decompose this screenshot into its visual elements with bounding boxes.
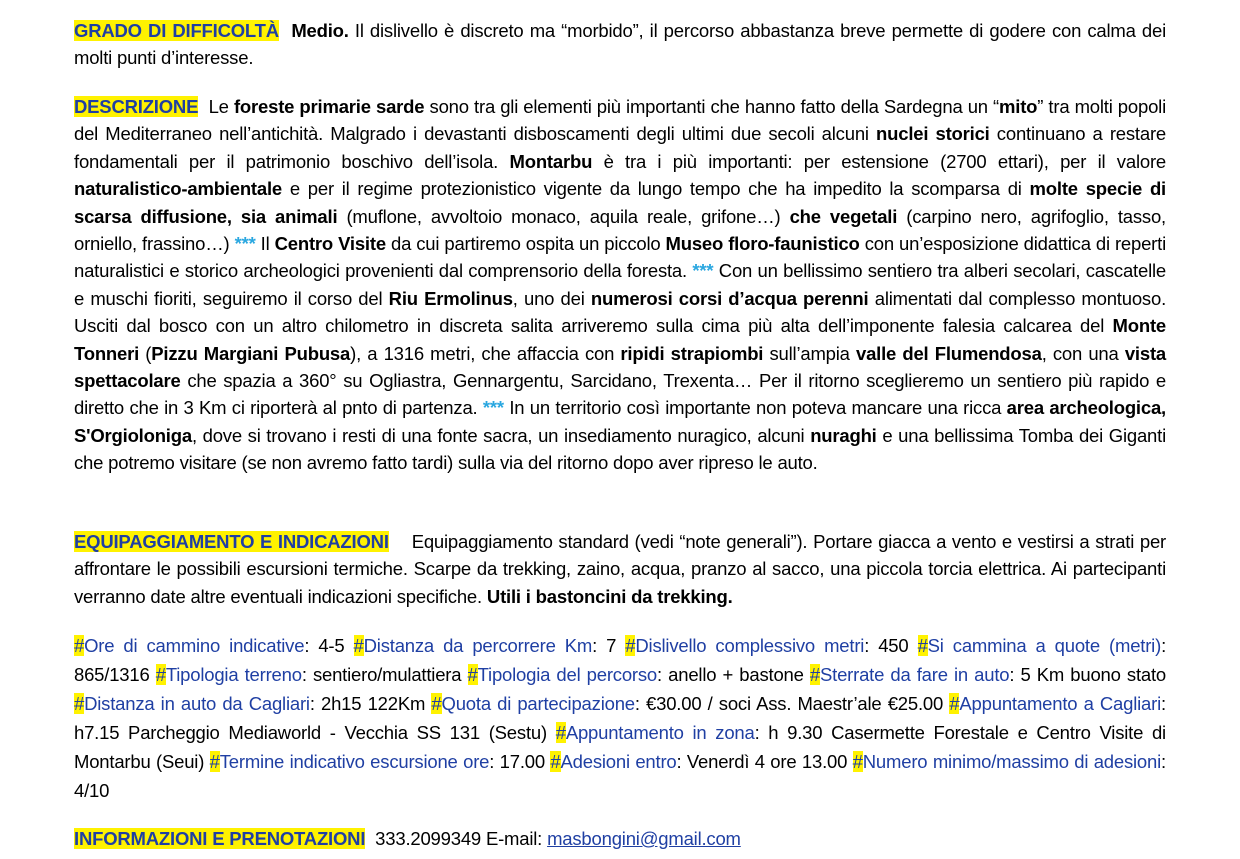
info-email-label: E-mail: bbox=[485, 828, 543, 849]
section-descrizione bbox=[74, 93, 1166, 477]
descrizione-bold-text: Monte Tonneri bbox=[74, 315, 1166, 364]
detail-item: #Tipologia terreno: sentiero/mulattiera bbox=[155, 664, 462, 685]
descrizione-text: (carpino nero, agrifoglio, tasso, orniello, frassino…) bbox=[74, 205, 1166, 255]
descrizione-bold-text: ripidi strapiombi bbox=[620, 342, 764, 364]
descrizione-bold-text: naturalistico-ambientale bbox=[74, 178, 283, 200]
descrizione-bold-text: che vegetali bbox=[789, 205, 898, 227]
detail-label: Quota di partecipazione bbox=[441, 693, 635, 714]
descrizione-text: alimentati dal complesso montuoso. Usciti dal bosco con un altro chilometro in discreta salita arriveremo sulla cima più alta dell’imponente falesia calcarea del bbox=[74, 287, 1167, 337]
separator-stars: *** bbox=[234, 233, 256, 255]
descrizione-text: ( bbox=[139, 342, 152, 364]
descrizione-text: ” tra molti popoli del Mediterraneo nell’antichità. Malgrado i devastanti disboscamenti degli ultimi due secoli alcuni bbox=[74, 96, 1166, 145]
detail-label: Numero minimo/massimo di adesioni bbox=[862, 751, 1162, 772]
descrizione-text: In un territorio così importante non poteva mancare una ricca bbox=[503, 397, 1007, 419]
hash-marker: # bbox=[353, 635, 364, 656]
detail-item: #Appuntamento a Cagliari: h7.15 Parcheggio Mediaworld - Vecchia SS 131 (Sestu) bbox=[74, 693, 1166, 743]
descrizione-text: sono tra gli elementi più importanti che hanno fatto della Sardegna un “ bbox=[424, 96, 1000, 117]
detail-item: #Distanza in auto da Cagliari: 2h15 122Km bbox=[74, 693, 426, 714]
detail-value: 4-5 bbox=[318, 635, 345, 656]
hash-marker: # bbox=[550, 751, 561, 772]
descrizione-bold-text: vista spettacolare bbox=[74, 342, 1166, 392]
detail-label: Appuntamento in zona bbox=[565, 722, 755, 743]
descrizione-bold-text: nuraghi bbox=[810, 424, 877, 446]
hash-marker: # bbox=[555, 722, 566, 743]
hash-marker: # bbox=[467, 664, 478, 685]
detail-label: Termine indicativo escursione ore bbox=[219, 751, 490, 772]
hash-marker: # bbox=[949, 693, 960, 714]
hash-marker: # bbox=[74, 693, 85, 714]
detail-item: #Dislivello complessivo metri: 450 bbox=[625, 635, 909, 656]
hash-marker: # bbox=[74, 635, 85, 656]
hash-marker: # bbox=[625, 635, 636, 656]
descrizione-text: , dove si trovano i resti di una fonte sacra, un insediamento nuragico, alcuni bbox=[191, 424, 811, 446]
descrizione-bold-text: Pizzu Margiani Pubusa bbox=[151, 342, 351, 364]
section-details bbox=[74, 631, 1166, 805]
detail-value: 5 Km buono stato bbox=[1020, 664, 1167, 685]
detail-value: sentiero/mulattiera bbox=[312, 664, 462, 685]
section-grado bbox=[74, 17, 1166, 72]
hash-marker: # bbox=[917, 635, 928, 656]
descrizione-text: (muflone, avvoltoio monaco, aquila reale, grifone…) bbox=[337, 205, 790, 227]
descrizione-bold-text: Museo floro-faunistico bbox=[665, 233, 860, 255]
descrizione-bold-text: valle del Flumendosa bbox=[855, 342, 1042, 364]
descrizione-text: Il bbox=[255, 233, 275, 255]
detail-value: 450 bbox=[878, 635, 909, 656]
detail-label: Tipologia del percorso bbox=[477, 664, 658, 685]
section-info bbox=[74, 825, 1166, 852]
separator-stars: *** bbox=[692, 260, 714, 282]
detail-item: #Ore di cammino indicative: 4-5 bbox=[74, 635, 345, 656]
detail-item: #Appuntamento in zona: h 9.30 Casermette Forestale e Centro Visite di Montarbu (Seui) bbox=[74, 722, 1166, 772]
equipaggiamento-bold: Utili i bastoncini da trekking. bbox=[486, 585, 733, 607]
detail-label: Adesioni entro bbox=[560, 751, 677, 772]
descrizione-text: da cui partiremo ospita un piccolo bbox=[385, 233, 666, 255]
detail-label: Distanza da percorrere Km bbox=[363, 635, 593, 656]
detail-label: Appuntamento a Cagliari bbox=[959, 693, 1162, 714]
grado-heading: GRADO DI DIFFICOLTÀ bbox=[74, 20, 279, 41]
descrizione-bold-text: Riu Ermolinus bbox=[388, 287, 513, 309]
descrizione-text: continuano a restare fondamentali per il patrimonio boschivo dell’isola. bbox=[74, 123, 1166, 172]
detail-label: Sterrate da fare in auto bbox=[820, 664, 1010, 685]
descrizione-text: con un’esposizione didattica di reperti naturalistici e storico archeologici provenienti dal comprensorio della foresta. bbox=[74, 233, 1166, 282]
detail-value: 865/1316 bbox=[74, 664, 150, 685]
descrizione-text: Le bbox=[208, 96, 234, 117]
detail-item: #Quota di partecipazione: €30.00 / soci Ass. Maestr’ale €25.00 bbox=[431, 693, 944, 714]
detail-item: #Termine indicativo escursione ore: 17.00 bbox=[209, 751, 545, 772]
detail-item: #Sterrate da fare in auto: 5 Km buono stato bbox=[809, 664, 1167, 685]
detail-item: #Numero minimo/massimo di adesioni: 4/10 bbox=[74, 751, 1166, 801]
detail-label: Si cammina a quote (metri) bbox=[927, 635, 1162, 656]
descrizione-bold-text: Montarbu bbox=[509, 150, 593, 172]
equipaggiamento-text: Equipaggiamento standard (vedi “note generali”). Portare giacca a vento e vestirsi a strati per affrontare le possibili escursioni termiche. Scarpe da trekking, zaino, acqua, pranzo al sacco, una piccola torcia elettrica. Ai partecipanti verranno date altre eventuali indicazioni specifiche. bbox=[74, 531, 1167, 607]
descrizione-bold-text: molte specie di scarsa diffusione, sia animali bbox=[74, 178, 1166, 227]
descrizione-bold-text: Centro Visite bbox=[274, 233, 386, 255]
detail-value: 7 bbox=[606, 635, 617, 656]
descrizione-heading: DESCRIZIONE bbox=[74, 96, 199, 117]
descrizione-bold-text: foreste primarie sarde bbox=[233, 96, 425, 117]
detail-value: Venerdì 4 ore 13.00 bbox=[686, 751, 848, 772]
detail-value: anello + bastone bbox=[668, 664, 804, 685]
detail-value: h7.15 Parcheggio Mediaworld - Vecchia SS 131 (Sestu) bbox=[74, 722, 547, 743]
detail-label: Tipologia terreno bbox=[165, 664, 302, 685]
grado-level: Medio. bbox=[291, 20, 349, 41]
detail-item: #Si cammina a quote (metri): 865/1316 bbox=[74, 635, 1167, 685]
descrizione-text: , con una bbox=[1041, 342, 1125, 364]
hash-marker: # bbox=[809, 664, 820, 685]
info-phone: 333.2099349 bbox=[375, 828, 481, 849]
detail-value: 4/10 bbox=[74, 780, 110, 801]
detail-item: #Tipologia del percorso: anello + bastone bbox=[467, 664, 804, 685]
info-email-link[interactable]: masbongini@gmail.com bbox=[547, 828, 741, 849]
detail-value: 17.00 bbox=[499, 751, 545, 772]
separator-stars: *** bbox=[482, 397, 504, 419]
detail-item: #Adesioni entro: Venerdì 4 ore 13.00 bbox=[550, 751, 848, 772]
hash-marker: # bbox=[852, 751, 863, 772]
descrizione-text: Con un bellissimo sentiero tra alberi secolari, cascatelle e muschi fioriti, seguiremo il corso del bbox=[74, 260, 1166, 309]
detail-value: €30.00 / soci Ass. Maestr’ale €25.00 bbox=[646, 693, 944, 714]
detail-value: h 9.30 Casermette Forestale e Centro Visite di Montarbu (Seui) bbox=[74, 722, 1166, 772]
hash-marker: # bbox=[209, 751, 220, 772]
descrizione-text: che spazia a 360° su Ogliastra, Gennargentu, Sarcidano, Trexenta… Per il ritorno sceglieremo un sentiero più rapido e diretto che in 3 Km ci riporterà al pnto di partenza. bbox=[74, 370, 1166, 419]
detail-label: Distanza in auto da Cagliari bbox=[84, 693, 310, 714]
descrizione-bold-text: numerosi corsi d’acqua perenni bbox=[590, 287, 869, 309]
hash-marker: # bbox=[431, 693, 442, 714]
descrizione-text: e per il regime protezionistico vigente da lungo tempo che ha impedito la scomparsa di bbox=[282, 178, 1030, 200]
detail-item: #Distanza da percorrere Km: 7 bbox=[353, 635, 617, 656]
equipaggiamento-heading: EQUIPAGGIAMENTO E INDICAZIONI bbox=[74, 531, 389, 552]
descrizione-bold-text: area archeologica, S'Orgioloniga bbox=[74, 397, 1166, 446]
detail-value: 2h15 122Km bbox=[321, 693, 426, 714]
detail-label: Dislivello complessivo metri bbox=[635, 635, 865, 656]
section-equipaggiamento bbox=[74, 528, 1166, 610]
descrizione-text: , uno dei bbox=[512, 287, 591, 309]
descrizione-body bbox=[74, 96, 1166, 473]
descrizione-text: sull’ampia bbox=[763, 342, 856, 364]
detail-label: Ore di cammino indicative bbox=[84, 635, 305, 656]
grado-text: Il dislivello è discreto ma “morbido”, il percorso abbastanza breve permette di godere con calma dei molti punti d’interesse. bbox=[74, 20, 1166, 69]
descrizione-text: ), a 1316 metri, che affaccia con bbox=[350, 342, 621, 364]
descrizione-bold-text: nuclei storici bbox=[876, 123, 990, 145]
hash-marker: # bbox=[155, 664, 166, 685]
descrizione-text: è tra i più importanti: per estensione (2700 ettari), per il valore bbox=[592, 150, 1166, 172]
descrizione-text: e una bellissima Tomba dei Giganti che potremo visitare (se non avremo fatto tardi) sulla via del ritorno dopo aver ripreso le auto. bbox=[74, 424, 1166, 474]
info-heading: INFORMAZIONI E PRENOTAZIONI bbox=[74, 828, 366, 849]
descrizione-bold-text: mito bbox=[999, 96, 1038, 117]
